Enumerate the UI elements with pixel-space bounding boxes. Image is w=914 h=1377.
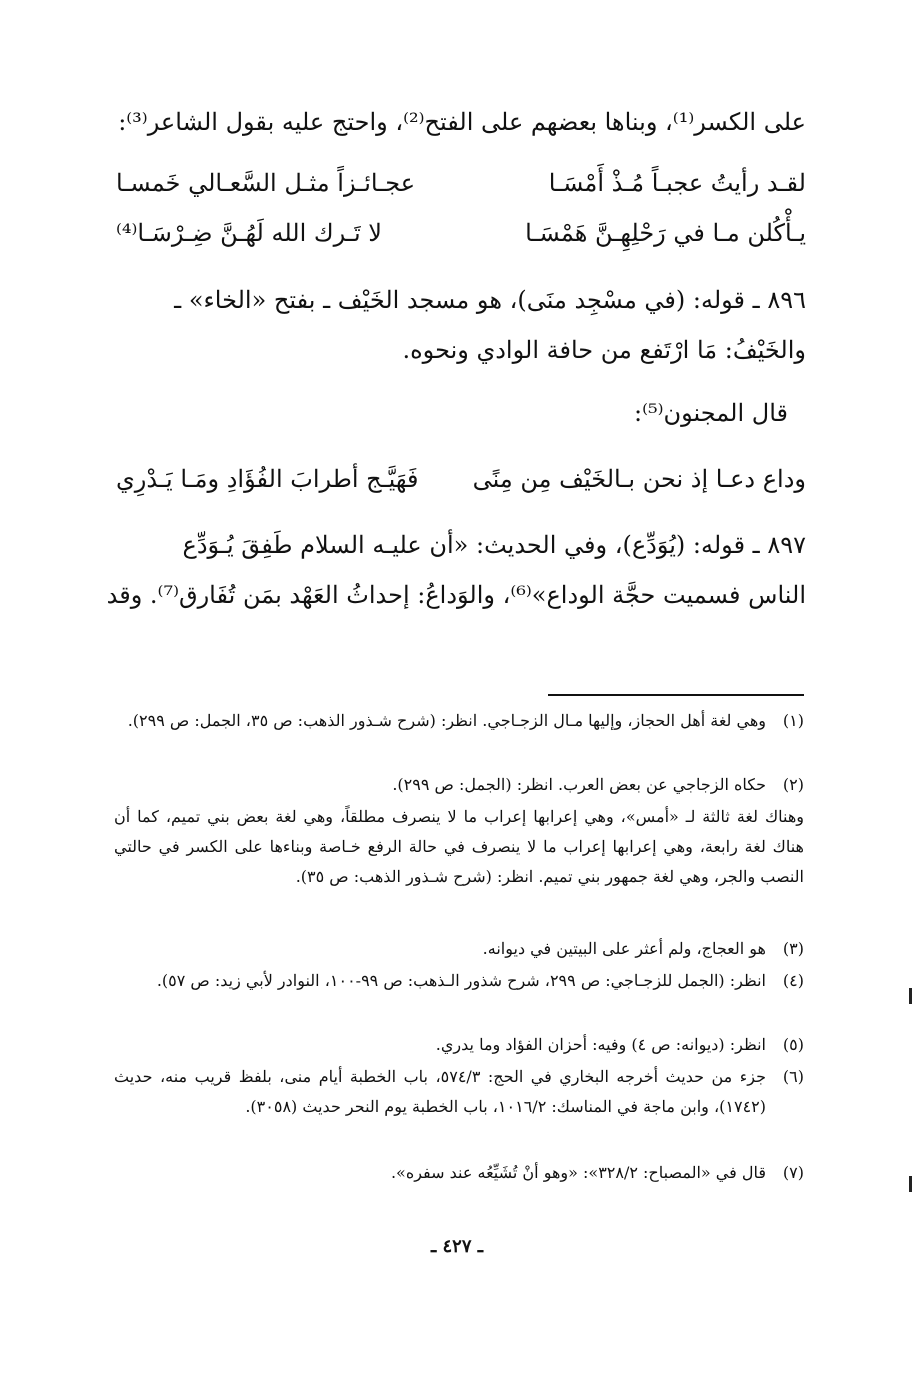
scan-edge-mark bbox=[909, 1176, 912, 1192]
verse-3-second-hemistich: فَهَيَّـج أطرابَ الفُؤَادِ ومَـا يَـدْرِي bbox=[116, 465, 419, 493]
footnote-5 bbox=[114, 1030, 804, 1060]
footnote-1-text: وهي لغة أهل الحجاز، وإليها مـال الزجـاجي. انظر: (شرح شـذور الذهب: ص ٣٥، الجمل: ص ٢٩٩). bbox=[127, 711, 766, 730]
footnote-7-number: (٧) bbox=[782, 1163, 804, 1182]
footnote-7-text: قال في «المصباح: ٣٢٨/٢»: «وهو أنْ تُشَيِّعُه عند سفره». bbox=[390, 1163, 766, 1182]
footnote-3 bbox=[114, 934, 804, 964]
page-number: ـ ٤٢٧ ـ bbox=[430, 1236, 484, 1257]
verse-1-first-hemistich: لقـد رأيتُ عجبـاً مُـذْ أَمْسَـا bbox=[548, 169, 806, 197]
footnote-7 bbox=[114, 1158, 804, 1188]
footnote-separator bbox=[548, 694, 804, 696]
footnote-2-number: (٢) bbox=[782, 775, 804, 794]
footnote-2-continuation: وهناك لغة ثالثة لـ «أمس»، وهي إعرابها إعراب ما لا ينصرف مطلقاً، وهي لغة بعض بني تميم، كما أن هناك لغة رابعة، وهي إعرابها إعراب ما لا ينصرف في حالة الرفع خـاصة وبناءها على الكسر في حالتي النصب والجر، وهي لغة جمهور بني تميم. انظر: (شرح شـذور الذهب: ص ٣٥). bbox=[114, 807, 804, 886]
footnote-6-number: (٦) bbox=[782, 1067, 804, 1086]
verse-1 bbox=[116, 166, 806, 200]
body-line-3: والخَيْفُ: مَا ارْتَفع من حافة الوادي ونحوه. bbox=[402, 336, 806, 364]
footnote-4 bbox=[114, 966, 804, 996]
body-line-2: ٨٩٦ ـ قوله: (في مسْجِد منَى)، هو مسجد الخَيْف ـ بفتح «الخاء» ـ bbox=[174, 286, 806, 314]
footnote-3-number: (٣) bbox=[782, 939, 804, 958]
footnote-1-number: (١) bbox=[782, 711, 804, 730]
body-line-1: على الكسر⁽¹⁾، وبناها بعضهم على الفتح⁽²⁾، واحتج عليه بقول الشاعر⁽³⁾: bbox=[118, 108, 806, 136]
footnote-1 bbox=[114, 706, 804, 736]
verse-2 bbox=[116, 216, 806, 250]
scan-edge-mark bbox=[909, 988, 912, 1004]
footnote-6 bbox=[114, 1062, 804, 1122]
footnote-4-text: انظر: (الجمل للزجـاجي: ص ٢٩٩، شرح شذور الـذهب: ص ٩٩-١٠٠، النوادر لأبي زيد: ص ٥٧). bbox=[156, 971, 766, 990]
body-line-5: ٨٩٧ ـ قوله: (يُوَدِّع)، وفي الحديث: «أن عليـه السلام طَفِقَ يُـوَدِّع bbox=[182, 531, 806, 559]
body-line-4: قال المجنون⁽⁵⁾: bbox=[634, 399, 788, 427]
footnote-2 bbox=[114, 770, 804, 800]
verse-3 bbox=[116, 462, 806, 496]
footnote-5-number: (٥) bbox=[782, 1035, 804, 1054]
verse-3-first-hemistich: وداع دعـا إذ نحن بـالخَيْف مِن مِنًى bbox=[472, 465, 806, 493]
footnote-5-text: انظر: (ديوانه: ص ٤) وفيه: أحزان الفؤاد وما يدري. bbox=[435, 1035, 766, 1054]
body-line-6: الناس فسميت حجَّة الوداع»⁽⁶⁾، والوَداعُ: إحداثُ العَهْد بمَن تُفَارق⁽⁷⁾. وقد bbox=[106, 581, 806, 609]
footnote-4-number: (٤) bbox=[782, 971, 804, 990]
verse-1-second-hemistich: عجـائـزاً مثـل السَّعـالي خَمسـا bbox=[116, 169, 416, 197]
verse-2-second-hemistich: لا تَـرك الله لَهُـنَّ ضِـرْسَـا⁽⁴⁾ bbox=[116, 219, 382, 247]
verse-2-first-hemistich: يـأْكُلن مـا في رَحْلِهِـنَّ هَمْسَـا bbox=[525, 219, 806, 247]
footnote-2-text: حكاه الزجاجي عن بعض العرب. انظر: (الجمل: ص ٢٩٩). bbox=[392, 775, 766, 794]
footnote-3-text: هو العجاج، ولم أعثر على البيتين في ديوانه. bbox=[482, 939, 766, 958]
footnote-6-text: جزء من حديث أخرجه البخاري في الحج: ٥٧٤/٣، باب الخطبة أيام منى، بلفظ قريب منه، حديث (١٧٤٢)، وابن ماجة في المناسك: ١٠١٦/٢، باب الخطبة يوم النحر حديث (٣٠٥٨). bbox=[114, 1067, 766, 1116]
